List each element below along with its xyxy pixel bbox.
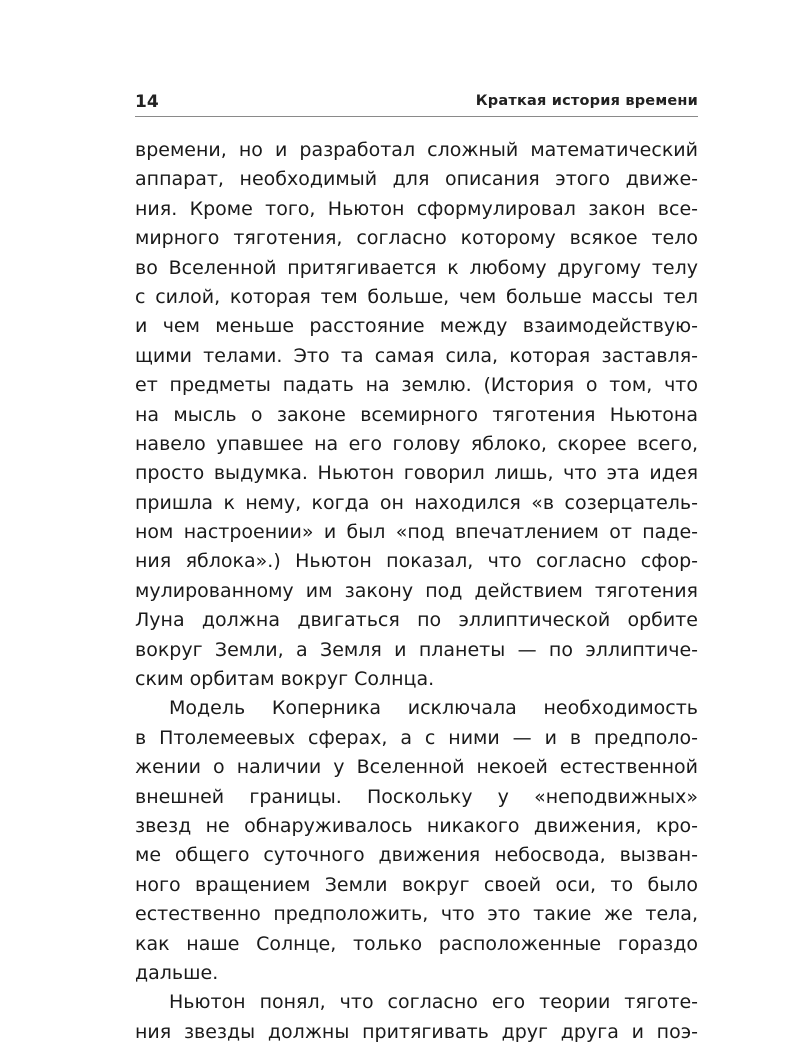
text-line: ским орбитам вокруг Солнца. <box>135 668 435 691</box>
running-header <box>135 90 698 117</box>
text-line: ме общего суточного движения небосвода, вызван- <box>135 844 698 867</box>
text-line: мирного тяготения, согласно которому всякое тело <box>135 227 698 250</box>
text-line: ния звезды должны притягивать друг друга и поэ- <box>135 1020 698 1043</box>
text-line: ния. Кроме того, Ньютон сформулировал закон все- <box>135 197 698 220</box>
page-number: 14 <box>135 92 159 112</box>
text-line: Модель Коперника исключала необходимость <box>169 697 698 720</box>
text-line: пришла к нему, когда он находился «в созерцатель- <box>135 491 698 514</box>
text-line: в Птолемеевых сферах, а с ними — и в предполо- <box>135 726 698 749</box>
text-line: ния яблока».) Ньютон показал, что согласно сфор- <box>135 550 698 573</box>
text-line: внешней границы. Поскольку у «неподвижных» <box>135 785 698 808</box>
text-line: щими телами. Это та самая сила, которая заставля- <box>135 344 698 367</box>
text-line: во Вселенной притягивается к любому другому телу <box>135 256 698 279</box>
text-line: просто выдумка. Ньютон говорил лишь, что эта идея <box>135 462 698 485</box>
text-line: ного вращением Земли вокруг своей оси, то было <box>135 873 698 896</box>
text-line: с силой, которая тем больше, чем больше массы тел <box>135 285 698 308</box>
text-line: навело упавшее на его голову яблоко, скорее всего, <box>135 432 698 455</box>
book-title: Краткая история времени <box>475 93 698 109</box>
text-line: на мысль о законе всемирного тяготения Ньютона <box>135 403 698 426</box>
text-line: Ньютон понял, что согласно его теории тяготе- <box>169 991 698 1014</box>
text-line: вокруг Земли, а Земля и планеты — по эллиптиче- <box>135 638 698 661</box>
text-line: дальше. <box>135 961 219 984</box>
text-line: естественно предположить, что это такие же тела, <box>135 903 698 926</box>
text-line: как наше Солнце, только расположенные гораздо <box>135 932 698 955</box>
text-line: мулированному им закону под действием тяготения <box>135 579 698 602</box>
text-line: времени, но и разработал сложный математический <box>135 139 698 161</box>
text-line: ном настроении» и был «под впечатлением от паде- <box>135 521 698 544</box>
text-line: жении о наличии у Вселенной некоей естественной <box>135 756 698 779</box>
text-line: аппарат, необходимый для описания этого движе- <box>135 168 698 191</box>
text-line: звезд не обнаруживалось никакого движения, кро- <box>135 814 698 837</box>
body-text <box>135 136 698 1047</box>
text-line: Луна должна двигаться по эллиптической орбите <box>135 609 698 632</box>
text-line: ет предметы падать на землю. (История о том, что <box>135 374 698 397</box>
text-line: и чем меньше расстояние между взаимодействую- <box>135 315 698 338</box>
